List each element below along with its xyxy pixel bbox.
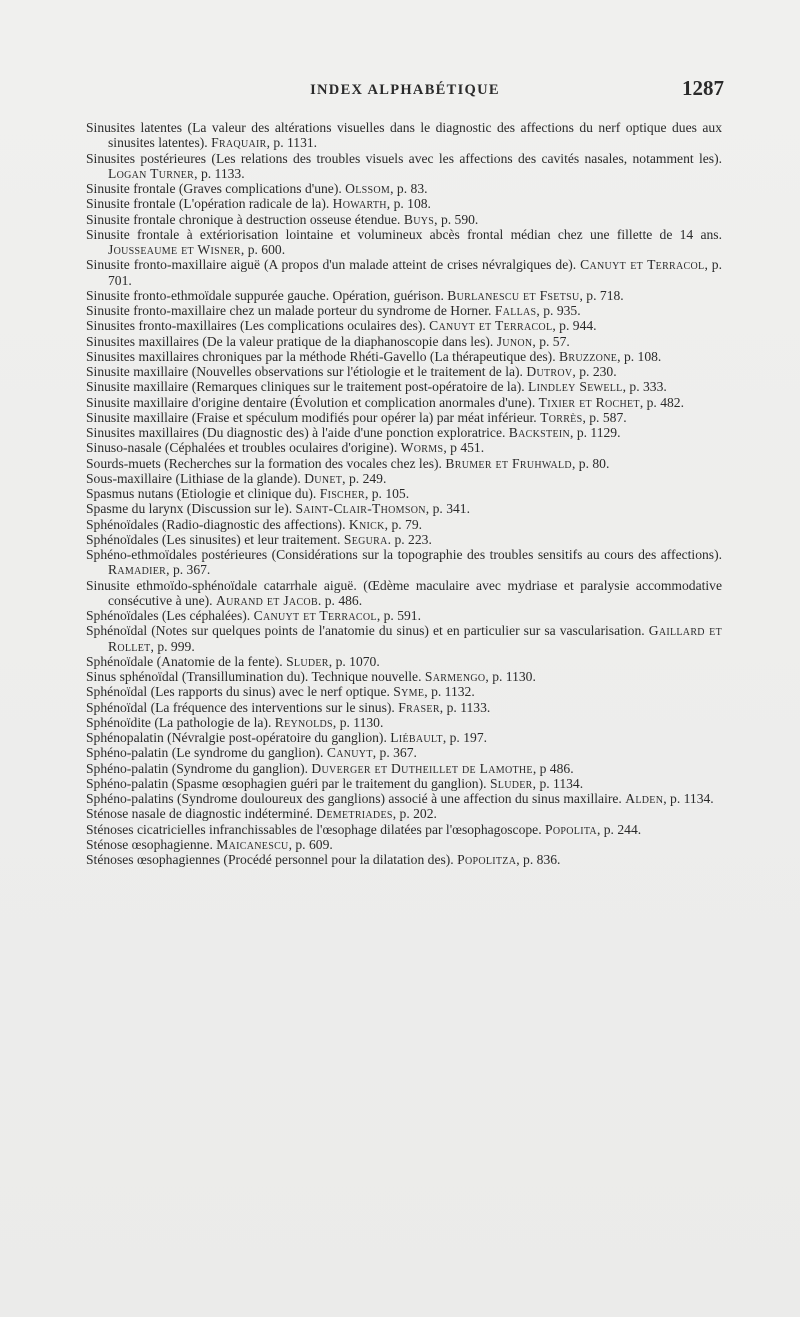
index-entry <box>86 822 722 837</box>
entry-page-ref: , p. 1132. <box>424 684 475 700</box>
entry-page-ref: , p. 197. <box>442 730 488 745</box>
running-title: INDEX ALPHABÉTIQUE <box>310 82 500 98</box>
entry-subject: Sténose œsophagienne. <box>86 836 217 852</box>
entry-subject: Sphénoïdales (Les sinusites) et leur traitement. <box>86 531 344 547</box>
entry-subject: Sphéno-palatin (Le syndrome du ganglion). <box>86 745 327 761</box>
index-entry <box>86 456 722 471</box>
entry-page-ref: , p. 1133. <box>439 699 491 715</box>
entry-page-ref: , p 486. <box>532 760 574 776</box>
index-entry <box>86 120 722 151</box>
entry-author: Canuyt et Terracol <box>253 608 377 623</box>
entry-author: Logan Turner <box>108 165 195 181</box>
index-entry <box>86 700 722 715</box>
entry-author: Fischer <box>319 486 365 501</box>
entry-subject: Sinusite maxillaire (Nouvelles observations sur l'étiologie et le traitement de la). <box>86 364 527 379</box>
entry-page-ref: , p. 244. <box>596 821 642 837</box>
entry-subject: Sinusite maxillaire (Fraise et spéculum modifiés pour opérer la) par méat inférieur. <box>86 409 541 425</box>
index-entry <box>86 425 722 440</box>
entry-author: Sluder <box>489 775 533 791</box>
entry-subject: Sphéno-palatins (Syndrome douloureux des ganglions) associé à une affection du sinus maxillaire. <box>86 791 626 806</box>
entry-subject: Sinusite fronto-maxillaire chez un malade porteur du syndrome de Horner. <box>86 303 495 318</box>
entry-subject: Sténoses œsophagiennes (Procédé personnel pour la dilatation des). <box>86 852 458 867</box>
entry-author: Canuyt <box>326 745 373 761</box>
entry-author: Fraser <box>398 699 440 715</box>
entry-page-ref: , p. 1129. <box>570 425 621 440</box>
entry-page-ref: , p. 1130. <box>485 669 536 684</box>
entry-subject: Sinusites fronto-maxillaires (Les complications oculaires des). <box>86 318 430 334</box>
entry-author: Lindley Sewell <box>528 379 623 395</box>
index-entry <box>86 608 722 623</box>
entry-author: Segura <box>343 531 388 547</box>
entry-author: Bruzzone <box>559 348 618 364</box>
entry-author: Backstein <box>508 425 571 440</box>
entry-subject: Sinusite maxillaire d'origine dentaire (Évolution et complication anormales d'une). <box>86 394 539 410</box>
entry-author: Saint-Clair-Thomson <box>295 501 426 517</box>
index-entries <box>86 120 722 867</box>
entry-page-ref: . p. 223. <box>387 531 432 547</box>
entry-subject: Spasmus nutans (Etiologie et clinique du). <box>86 486 320 501</box>
entry-subject: Sphéno-palatin (Syndrome du ganglion). <box>86 760 312 776</box>
entry-subject: Sous-maxillaire (Lithiase de la glande). <box>86 470 305 486</box>
index-entry <box>86 349 722 364</box>
entry-subject: Sinusite fronto-maxillaire aiguë (A propos d'un malade atteint de crises névralgiques de). <box>86 257 581 273</box>
index-entry <box>86 547 722 578</box>
entry-subject: Sinusites maxillaires (De la valeur pratique de la diaphanoscopie dans les). <box>86 333 497 349</box>
entry-subject: Sphénoïdales (Radio-diagnostic des affections). <box>86 516 349 532</box>
entry-author: Reynolds <box>274 714 333 730</box>
entry-subject: Sinusites latentes (La valeur des altérations visuelles dans le diagnostic des affections du nerf optique dues aux sinusites latentes). <box>86 120 722 151</box>
index-entry <box>86 501 722 516</box>
entry-subject: Sphéno-ethmoïdales postérieures (Considérations sur la topographie des troubles sensitifs au cours des affections). <box>86 547 722 562</box>
entry-author: Canuyt et Terracol <box>580 257 705 273</box>
entry-page-ref: , p. 230. <box>572 364 617 379</box>
index-entry <box>86 181 722 196</box>
index-entry <box>86 379 722 394</box>
entry-subject: Sténoses cicatricielles infranchissables de l'œsophage dilatées par l'œsophagoscope. <box>86 821 546 837</box>
index-entry <box>86 227 722 258</box>
index-entry <box>86 257 722 288</box>
entry-author: Alden <box>625 791 664 806</box>
entry-page-ref: , p. 718. <box>579 287 624 303</box>
entry-subject: Sinus sphénoïdal (Transillumination du). Technique nouvelle. <box>86 669 425 684</box>
entry-subject: Sphénoïdite (La pathologie de la). <box>86 714 275 730</box>
entry-author: Howarth <box>332 196 387 212</box>
entry-page-ref: , p. 333. <box>622 379 667 395</box>
entry-subject: Sténose nasale de diagnostic indéterminé. <box>86 806 317 822</box>
entry-author: Canuyt et Terracol <box>429 318 553 334</box>
entry-author: Burlanescu et Fsetsu <box>447 287 580 303</box>
index-entry <box>86 837 722 852</box>
entry-subject: Sinusite fronto-ethmoïdale suppurée gauche. Opération, guérison. <box>86 287 448 303</box>
entry-page-ref: , p. 935. <box>536 303 581 318</box>
entry-subject: Sinusite frontale (L'opération radicale de la). <box>86 196 333 212</box>
index-entry <box>86 669 722 684</box>
entry-author: Popolitza <box>457 852 517 867</box>
entry-subject: Sphénoïdal (Notes sur quelques points de l'anatomie du sinus) et en particulier sur sa vascularisation. <box>86 623 649 639</box>
index-entry <box>86 318 722 333</box>
index-entry <box>86 151 722 182</box>
entry-author: Popolita <box>545 821 597 837</box>
entry-author: Junon <box>496 333 533 349</box>
entry-page-ref: , p. 367. <box>166 562 211 578</box>
entry-author: Jousseaume et Wisner <box>108 242 241 257</box>
entry-page-ref: , p. 600. <box>240 242 286 257</box>
entry-page-ref: , p. 105. <box>364 486 410 501</box>
index-entry <box>86 517 722 532</box>
entry-author: Tixier et Rochet <box>538 394 640 410</box>
entry-subject: Sphénoïdales (Les céphalées). <box>86 608 254 623</box>
entry-page-ref: , p. 57. <box>532 333 570 349</box>
page-number: 1287 <box>682 76 724 100</box>
entry-author: Duverger et Dutheillet de Lamothe <box>311 760 533 776</box>
entry-page-ref: , p. 591. <box>376 608 421 623</box>
entry-subject: Sinusites maxillaires (Du diagnostic des) à l'aide d'une ponction exploratrice. <box>86 425 509 440</box>
index-entry <box>86 288 722 303</box>
index-entry <box>86 684 722 699</box>
index-entry <box>86 532 722 547</box>
entry-author: Aurand et Jacob <box>215 592 318 608</box>
entry-subject: Sinusites postérieures (Les relations des troubles visuels avec les affections des cavités nasales, notamment les). <box>86 150 722 166</box>
index-entry <box>86 715 722 730</box>
entry-page-ref: , p. 1070. <box>328 653 380 669</box>
entry-page-ref: , p. 83. <box>390 181 428 196</box>
entry-author: Dutrov <box>526 364 573 379</box>
index-entry <box>86 852 722 867</box>
index-entry <box>86 303 722 318</box>
entry-subject: Sinusite maxillaire (Remarques cliniques sur le traitement post-opératoire de la). <box>86 379 529 395</box>
index-entry <box>86 761 722 776</box>
entry-page-ref: , p. 1131. <box>266 135 318 151</box>
index-entry <box>86 806 722 821</box>
entry-page-ref: , p. 590. <box>434 211 479 227</box>
index-entry <box>86 196 722 211</box>
index-entry <box>86 334 722 349</box>
entry-page-ref: , p. 1130. <box>332 714 384 730</box>
index-entry <box>86 212 722 227</box>
entry-author: Worms <box>400 440 444 456</box>
entry-page-ref: , p. 701. <box>108 257 722 288</box>
entry-subject: Sphénoïdale (Anatomie de la fente). <box>86 653 287 669</box>
index-entry <box>86 776 722 791</box>
entry-author: Fraquair <box>211 135 267 151</box>
index-entry <box>86 471 722 486</box>
entry-page-ref: . p. 486. <box>317 592 363 608</box>
index-entry <box>86 486 722 501</box>
entry-page-ref: , p. 80. <box>571 455 610 471</box>
entry-page-ref: , p. 108. <box>386 196 431 212</box>
entry-page-ref: , p 451. <box>443 440 485 456</box>
entry-subject: Sphénoïdal (La fréquence des interventions sur le sinus). <box>86 699 399 715</box>
entry-author: Buys <box>403 211 435 227</box>
entry-author: Liébault <box>390 730 443 745</box>
entry-subject: Sinusite frontale à extériorisation lointaine et volumineux abcès frontal médian chez une fillette de 14 ans. <box>86 226 722 242</box>
entry-page-ref: , p. 108. <box>617 348 662 364</box>
index-entry <box>86 791 722 806</box>
entry-subject: Sphéno-palatin (Spasme œsophagien guéri par le traitement du ganglion). <box>86 775 490 791</box>
entry-page-ref: , p. 482. <box>639 394 684 410</box>
entry-page-ref: , p. 367. <box>372 745 417 761</box>
entry-author: Dunet <box>304 470 343 486</box>
entry-author: Gaillard et Rollet <box>108 623 722 654</box>
entry-author: Maicanescu <box>216 836 289 852</box>
entry-subject: Sinusite ethmoïdo-sphénoïdale catarrhale aiguë. (Œdème maculaire avec mydriase et paralysie accommodative consécutive à une). <box>86 577 722 608</box>
entry-subject: Sphénoïdal (Les rapports du sinus) avec le nerf optique. <box>86 684 394 700</box>
index-entry <box>86 364 722 379</box>
entry-subject: Spasme du larynx (Discussion sur le). <box>86 501 296 517</box>
entry-author: Syme <box>393 684 425 700</box>
entry-author: Sarmengo <box>424 669 486 684</box>
entry-page-ref: , p. 999. <box>150 638 195 654</box>
entry-author: Sluder <box>286 653 329 669</box>
entry-page-ref: , p. 587. <box>582 409 627 425</box>
entry-page-ref: , p. 1134. <box>663 791 714 806</box>
entry-page-ref: , p. 249. <box>342 470 387 486</box>
entry-page-ref: , p. 944. <box>552 318 597 334</box>
entry-page-ref: , p. 202. <box>392 806 437 822</box>
entry-subject: Sinusite frontale chronique à destruction osseuse étendue. <box>86 211 404 227</box>
entry-author: Knick <box>348 516 385 532</box>
index-entry <box>86 623 722 654</box>
entry-subject: Sphénopalatin (Névralgie post-opératoire du ganglion). <box>86 730 391 745</box>
index-entry <box>86 654 722 669</box>
entry-subject: Sourds-muets (Recherches sur la formation des vocales chez les). <box>86 455 446 471</box>
page-header <box>86 76 724 104</box>
entry-author: Brumer et Fruhwald <box>445 455 572 471</box>
entry-author: Torrès <box>540 409 583 425</box>
index-entry <box>86 745 722 760</box>
entry-page-ref: , p. 79. <box>384 516 423 532</box>
entry-author: Olssom <box>345 181 391 196</box>
entry-page-ref: , p. 1134. <box>532 775 584 791</box>
entry-subject: Sinuso-nasale (Céphalées et troubles oculaires d'origine). <box>86 440 401 456</box>
entry-author: Ramadier <box>108 562 167 578</box>
entry-page-ref: , p. 609. <box>288 836 333 852</box>
entry-page-ref: , p. 836. <box>516 852 561 867</box>
index-entry <box>86 395 722 410</box>
entry-subject: Sinusite frontale (Graves complications d'une). <box>86 181 346 196</box>
index-entry <box>86 578 722 609</box>
index-entry <box>86 440 722 455</box>
entry-author: Fallas <box>494 303 537 318</box>
index-entry <box>86 730 722 745</box>
entry-author: Demetriades <box>316 806 393 822</box>
index-entry <box>86 410 722 425</box>
entry-page-ref: , p. 1133. <box>194 165 245 181</box>
entry-page-ref: , p. 341. <box>425 501 470 517</box>
entry-subject: Sinusites maxillaires chroniques par la méthode Rhéti-Gavello (La thérapeutique des). <box>86 348 559 364</box>
